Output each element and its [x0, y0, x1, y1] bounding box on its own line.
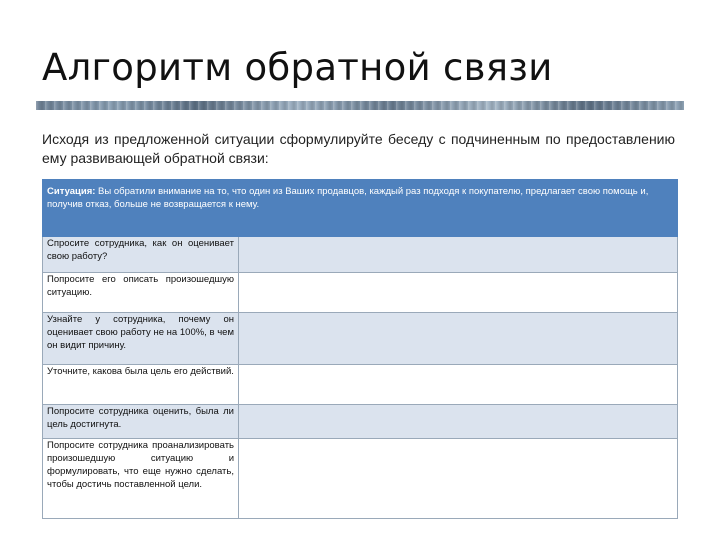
answer-cell: [239, 365, 678, 405]
situation-text: Вы обратили внимание на то, что один из Ваших продавцов, каждый раз подходя к покупателю, предлагает свою помощь и, получив отказ, больше не возвращается к нему.: [47, 186, 649, 210]
table-row: [43, 365, 678, 405]
answer-cell: [239, 439, 678, 519]
answer-cell: [239, 237, 678, 273]
intro-text: Исходя из предложенной ситуации сформулируйте беседу с подчиненным по предоставлению ему развивающей обратной связи:: [42, 131, 675, 166]
question-cell: Попросите сотрудника оценить, была ли цель достигнута.: [43, 405, 239, 439]
situation-row: [43, 180, 678, 237]
table-row: [43, 237, 678, 273]
table-row: [43, 439, 678, 519]
answer-cell: [239, 313, 678, 365]
table-row: [43, 405, 678, 439]
answer-cell: [239, 273, 678, 313]
question-cell: Узнайте у сотрудника, почему он оценивает свою работу не на 100%, в чем он видит причину.: [43, 313, 239, 365]
question-cell: Спросите сотрудника, как он оценивает свою работу?: [43, 237, 239, 273]
situation-label: Ситуация:: [47, 186, 96, 197]
slide-title: Алгоритм обратной связи: [42, 46, 553, 89]
table-row: [43, 273, 678, 313]
table-row: [43, 313, 678, 365]
answer-cell: [239, 405, 678, 439]
situation-cell: [43, 180, 678, 237]
question-cell: Попросите его описать произошедшую ситуацию.: [43, 273, 239, 313]
question-cell: Попросите сотрудника проанализировать произошедшую ситуацию и формулировать, что еще нужно сделать, чтобы достичь поставленной цели.: [43, 439, 239, 519]
feedback-table: [42, 179, 678, 519]
title-divider: [36, 101, 684, 110]
question-cell: Уточните, какова была цель его действий.: [43, 365, 239, 405]
